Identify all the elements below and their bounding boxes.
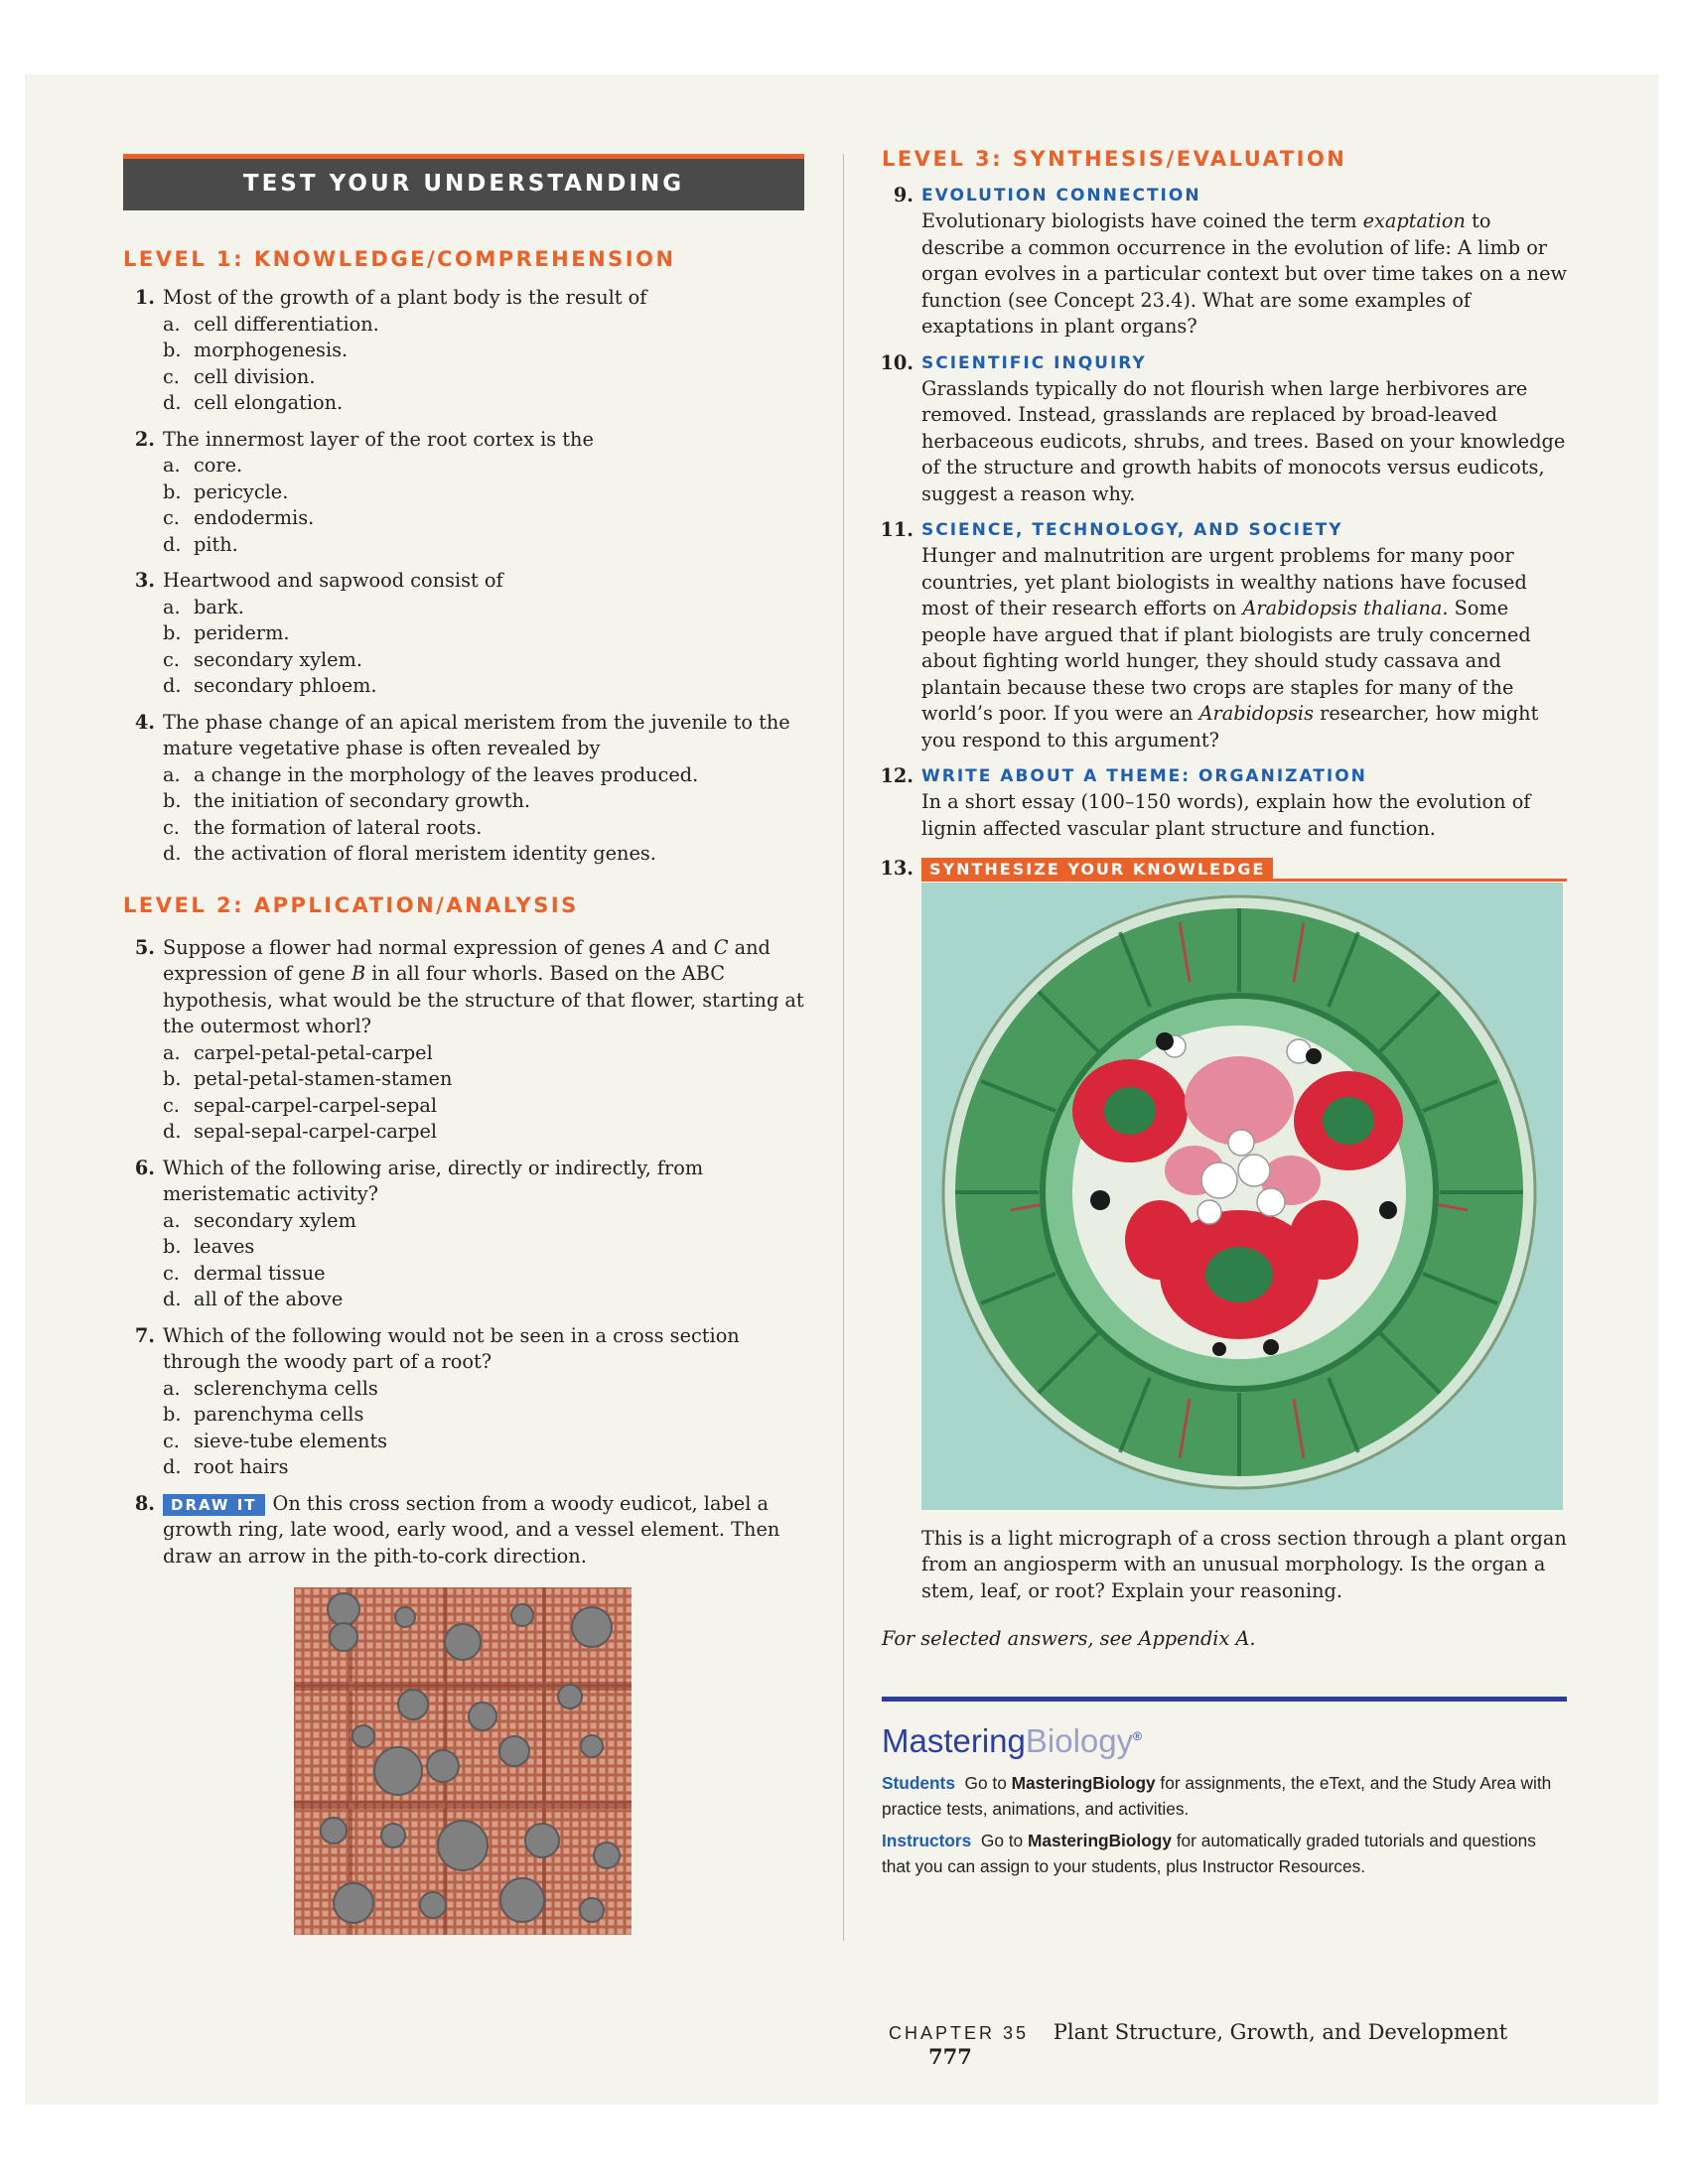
answer-option: a. cell differentiation. — [163, 312, 379, 336]
question-1 — [123, 285, 804, 417]
question-number: 3. — [134, 569, 155, 592]
students-note: Students Go to MasteringBiology for assignments, the eText, and the Study Area with practice tests, animations, and activities. — [882, 1773, 1552, 1819]
answer-option: d. pith. — [163, 532, 238, 556]
answer-option: a. carpel-petal-petal-carpel — [163, 1040, 433, 1064]
micrograph-caption: This is a light micrograph of a cross section through a plant organ from an angiosperm with an unusual morphology. Is the organ a stem, leaf, or root? Explain your reasoning. — [921, 1526, 1567, 1602]
wood-cross-section-micrograph — [294, 1587, 632, 1935]
question-number: 2. — [134, 427, 155, 451]
column-divider — [843, 154, 844, 1941]
left-column — [123, 154, 804, 1935]
question-number: 8. — [134, 1491, 155, 1515]
question-3 — [123, 568, 804, 700]
answer-option: d. all of the above — [163, 1288, 344, 1310]
question-11 — [882, 517, 1567, 753]
level3-questions — [882, 183, 1567, 1604]
question-text: Grasslands typically do not flourish when large herbivores are removed. Instead, grasslands are replaced by broad-leaved herbaceous eudicots, shrubs, and trees. Based on your knowledge of the structure and growth habits of monocots versus eudicots, suggest a reason why. — [921, 376, 1566, 505]
level2-heading: LEVEL 2: APPLICATION/ANALYSIS — [123, 892, 579, 917]
answer-option: c. endodermis. — [163, 506, 315, 529]
draw-it-tag: DRAW IT — [163, 1494, 265, 1516]
question-8 — [123, 1491, 804, 1570]
plant-organ-cross-section-micrograph — [921, 883, 1563, 1510]
mastering-rule — [882, 1697, 1567, 1702]
answer-option: c. the formation of lateral roots. — [163, 815, 483, 839]
answer-option: b. leaves — [163, 1235, 255, 1258]
question-text: Which of the following would not be seen in a cross section through the woody part of a root? — [163, 1323, 740, 1373]
answer-option: d. the activation of floral meristem identity genes. — [163, 842, 656, 865]
answer-option: d. root hairs — [163, 1455, 289, 1478]
question-text: Heartwood and sapwood consist of — [163, 569, 503, 592]
footer-chapter: CHAPTER 35 — [889, 2023, 1030, 2043]
question-12 — [882, 763, 1567, 842]
answer-option: d. secondary phloem. — [163, 674, 377, 697]
question-number: 11. — [880, 518, 914, 541]
level3-heading: LEVEL 3: SYNTHESIS/EVALUATION — [882, 147, 1347, 171]
synthesize-rule — [921, 879, 1567, 882]
level1-heading: LEVEL 1: KNOWLEDGE/COMPREHENSION — [123, 247, 676, 271]
answer-option: b. pericycle. — [163, 479, 289, 503]
synthesize-your-knowledge-tag: SYNTHESIZE YOUR KNOWLEDGE — [921, 858, 1273, 882]
answer-option: a. sclerenchyma cells — [163, 1376, 378, 1400]
question-number: 4. — [134, 710, 155, 734]
question-4 — [123, 710, 804, 868]
evolution-connection-heading: EVOLUTION CONNECTION — [921, 186, 1201, 205]
question-2 — [123, 427, 804, 559]
question-text: Evolutionary biologists have coined the term exaptation to describe a common occurrence in the evolution of life: A limb or organ evolves in a particular context but over time takes on a new function (see Concept 23.4). What are some examples of exaptations in plant organs? — [921, 209, 1567, 338]
answer-option: c. sepal-carpel-carpel-sepal — [163, 1093, 438, 1117]
question-text: DRAW IT On this cross section from a woody eudicot, label a growth ring, late wood, early wood, and a vessel element. Then draw an arrow in the pith-to-cork direction. — [163, 1491, 780, 1568]
question-number: 6. — [134, 1156, 155, 1179]
answer-option: b. petal-petal-stamen-stamen — [163, 1067, 453, 1090]
level2-questions — [123, 935, 804, 1570]
question-number: 9. — [893, 184, 914, 206]
question-13 — [882, 856, 1567, 1604]
question-text: The phase change of an apical meristem from the juvenile to the mature vegetative phase is often revealed by — [163, 710, 790, 759]
answers-note: For selected answers, see Appendix A. — [882, 1627, 1256, 1650]
answer-option: b. periderm. — [163, 621, 290, 644]
answer-option: b. parenchyma cells — [163, 1403, 364, 1426]
scientific-inquiry-heading: SCIENTIFIC INQUIRY — [921, 352, 1147, 373]
question-text: Which of the following arise, directly or indirectly, from meristematic activity? — [163, 1156, 704, 1205]
answer-option: a. bark. — [163, 595, 244, 618]
question-number: 5. — [134, 935, 155, 959]
page-footer — [889, 2020, 1574, 2069]
question-number: 1. — [134, 286, 155, 309]
question-10 — [882, 350, 1567, 508]
answer-option: d. cell elongation. — [163, 391, 344, 414]
question-number: 13. — [880, 857, 914, 880]
question-number: 12. — [880, 764, 914, 787]
answer-option: a. a change in the morphology of the leaves produced. — [163, 762, 699, 786]
level1-questions — [123, 285, 804, 868]
page-number: 777 — [928, 2044, 972, 2069]
answer-option: b. morphogenesis. — [163, 339, 349, 361]
mastering-biology-logo: MasteringBiology® — [882, 1722, 1142, 1759]
question-6 — [123, 1156, 804, 1313]
question-number: 10. — [880, 350, 914, 374]
question-7 — [123, 1323, 804, 1481]
question-text: The innermost layer of the root cortex is the — [163, 427, 594, 451]
answer-option: c. cell division. — [163, 364, 316, 388]
right-column — [882, 147, 1567, 1879]
test-your-understanding-header: TEST YOUR UNDERSTANDING — [123, 154, 804, 210]
question-text: In a short essay (100–150 words), explain how the evolution of lignin affected vascular plant structure and function. — [921, 790, 1531, 840]
question-text: Hunger and malnutrition are urgent problems for many poor countries, yet plant biologists in wealthy nations have focused most of their research efforts on Arabidopsis thaliana. Some people have argued that if plant biologists are truly concerned about fighting world hunger, they should study cassava and plantain because these two crops are staples for many of the world’s poor. If you were an Arabidopsis researcher, how might you respond to this argument? — [921, 544, 1539, 751]
question-number: 7. — [134, 1323, 155, 1347]
answer-option: c. sieve-tube elements — [163, 1429, 388, 1452]
answer-option: b. the initiation of secondary growth. — [163, 789, 530, 812]
answer-option: a. core. — [163, 454, 243, 477]
question-5 — [123, 935, 804, 1146]
footer-title: Plant Structure, Growth, and Development — [1053, 2020, 1508, 2044]
answer-option: c. secondary xylem. — [163, 647, 362, 671]
instructors-note: Instructors Go to MasteringBiology for automatically graded tutorials and questions that you can assign to your students, plus Instructor Resources. — [882, 1831, 1536, 1876]
question-text: Suppose a flower had normal expression of genes A and C and expression of gene B in all four whorls. Based on the ABC hypothesis, what would be the structure of that flower, starting at the outermost whorl? — [163, 935, 804, 1037]
question-text: Most of the growth of a plant body is the result of — [163, 286, 647, 309]
answer-option: d. sepal-sepal-carpel-carpel — [163, 1120, 438, 1143]
write-about-theme-heading: WRITE ABOUT A THEME: ORGANIZATION — [921, 766, 1367, 786]
question-9 — [882, 183, 1567, 341]
answer-option: c. dermal tissue — [163, 1261, 326, 1285]
answer-option: a. secondary xylem — [163, 1208, 356, 1232]
science-technology-society-heading: SCIENCE, TECHNOLOGY, AND SOCIETY — [921, 520, 1343, 540]
